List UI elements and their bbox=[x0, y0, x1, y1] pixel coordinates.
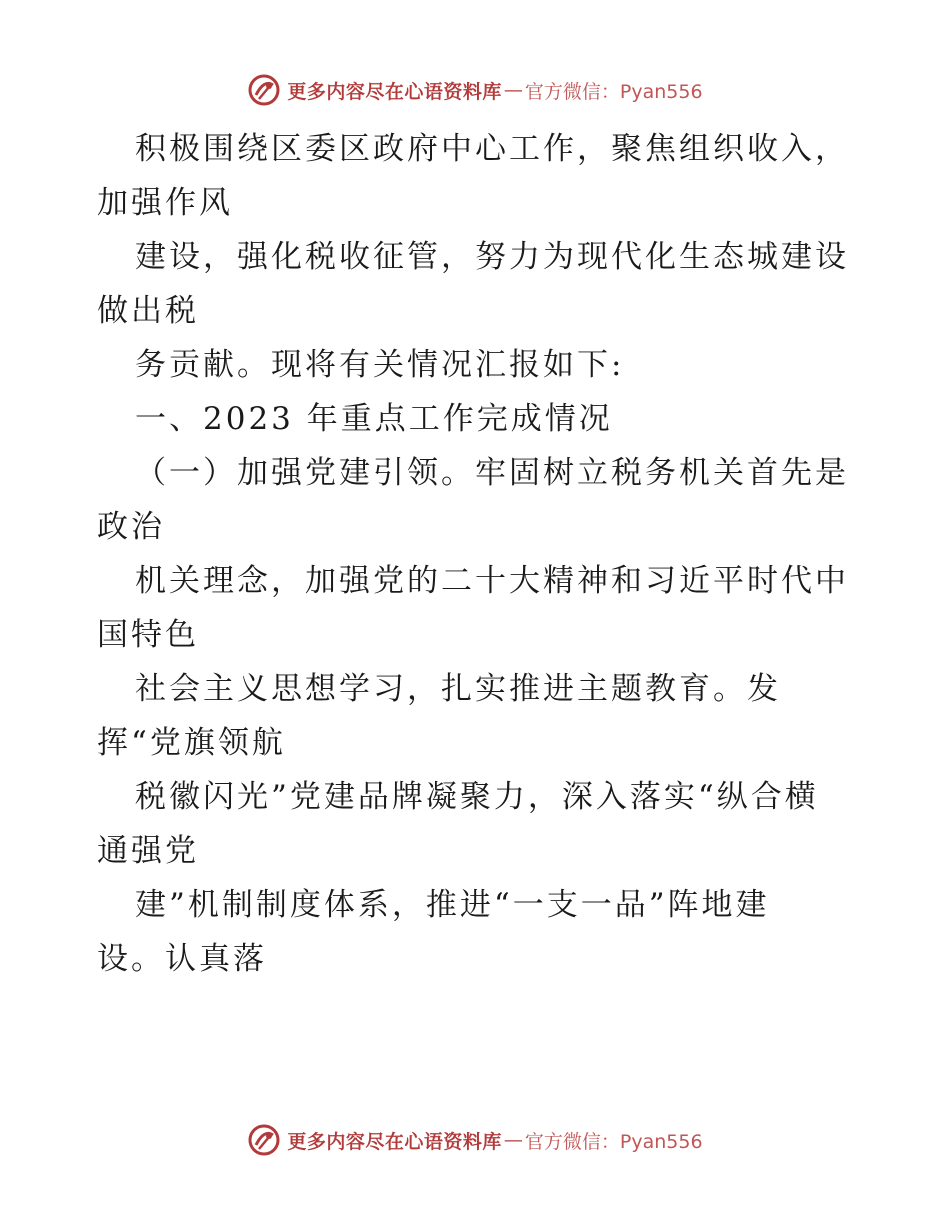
banner-brand-text: 更多内容尽在心语资料库 bbox=[287, 1130, 502, 1153]
body-line: 挥“党旗领航 bbox=[97, 725, 286, 761]
footer-watermark-banner bbox=[0, 1120, 950, 1160]
header-watermark-banner bbox=[0, 70, 950, 110]
body-line: 加强作风 bbox=[97, 185, 233, 221]
document-body bbox=[97, 122, 877, 986]
banner-dash: — bbox=[503, 79, 523, 101]
body-line: 政治 bbox=[97, 509, 165, 545]
subsection-heading: （一）加强党建引领。牢固树立税务机关首先是 bbox=[135, 455, 849, 491]
body-line: 社会主义思想学习，扎实推进主题教育。发 bbox=[135, 671, 781, 707]
body-line: 务贡献。现将有关情况汇报如下: bbox=[135, 347, 625, 383]
body-line: 设。认真落 bbox=[97, 941, 267, 977]
body-line: 建设，强化税收征管，努力为现代化生态城建设 bbox=[135, 239, 849, 275]
body-line: 税徽闪光”党建品牌凝聚力，深入落实“纵合横 bbox=[135, 779, 819, 815]
banner-wechat-text: 官方微信：Pyan556 bbox=[524, 80, 703, 103]
body-line: 机关理念，加强党的二十大精神和习近平时代中 bbox=[135, 563, 849, 599]
body-line: 做出税 bbox=[97, 293, 199, 329]
body-line: 建”机制制度体系，推进“一支一品”阵地建 bbox=[135, 887, 770, 923]
banner-brand-text: 更多内容尽在心语资料库 bbox=[287, 80, 502, 103]
brand-logo-icon bbox=[247, 73, 281, 107]
banner-wechat-text: 官方微信：Pyan556 bbox=[524, 1130, 703, 1153]
body-line: 国特色 bbox=[97, 617, 199, 653]
brand-logo-icon bbox=[247, 1123, 281, 1157]
body-line: 积极围绕区委区政府中心工作，聚焦组织收入， bbox=[135, 131, 849, 167]
body-line: 通强党 bbox=[97, 833, 199, 869]
section-heading: 一、2023 年重点工作完成情况 bbox=[135, 401, 613, 437]
banner-dash: — bbox=[503, 1129, 523, 1151]
